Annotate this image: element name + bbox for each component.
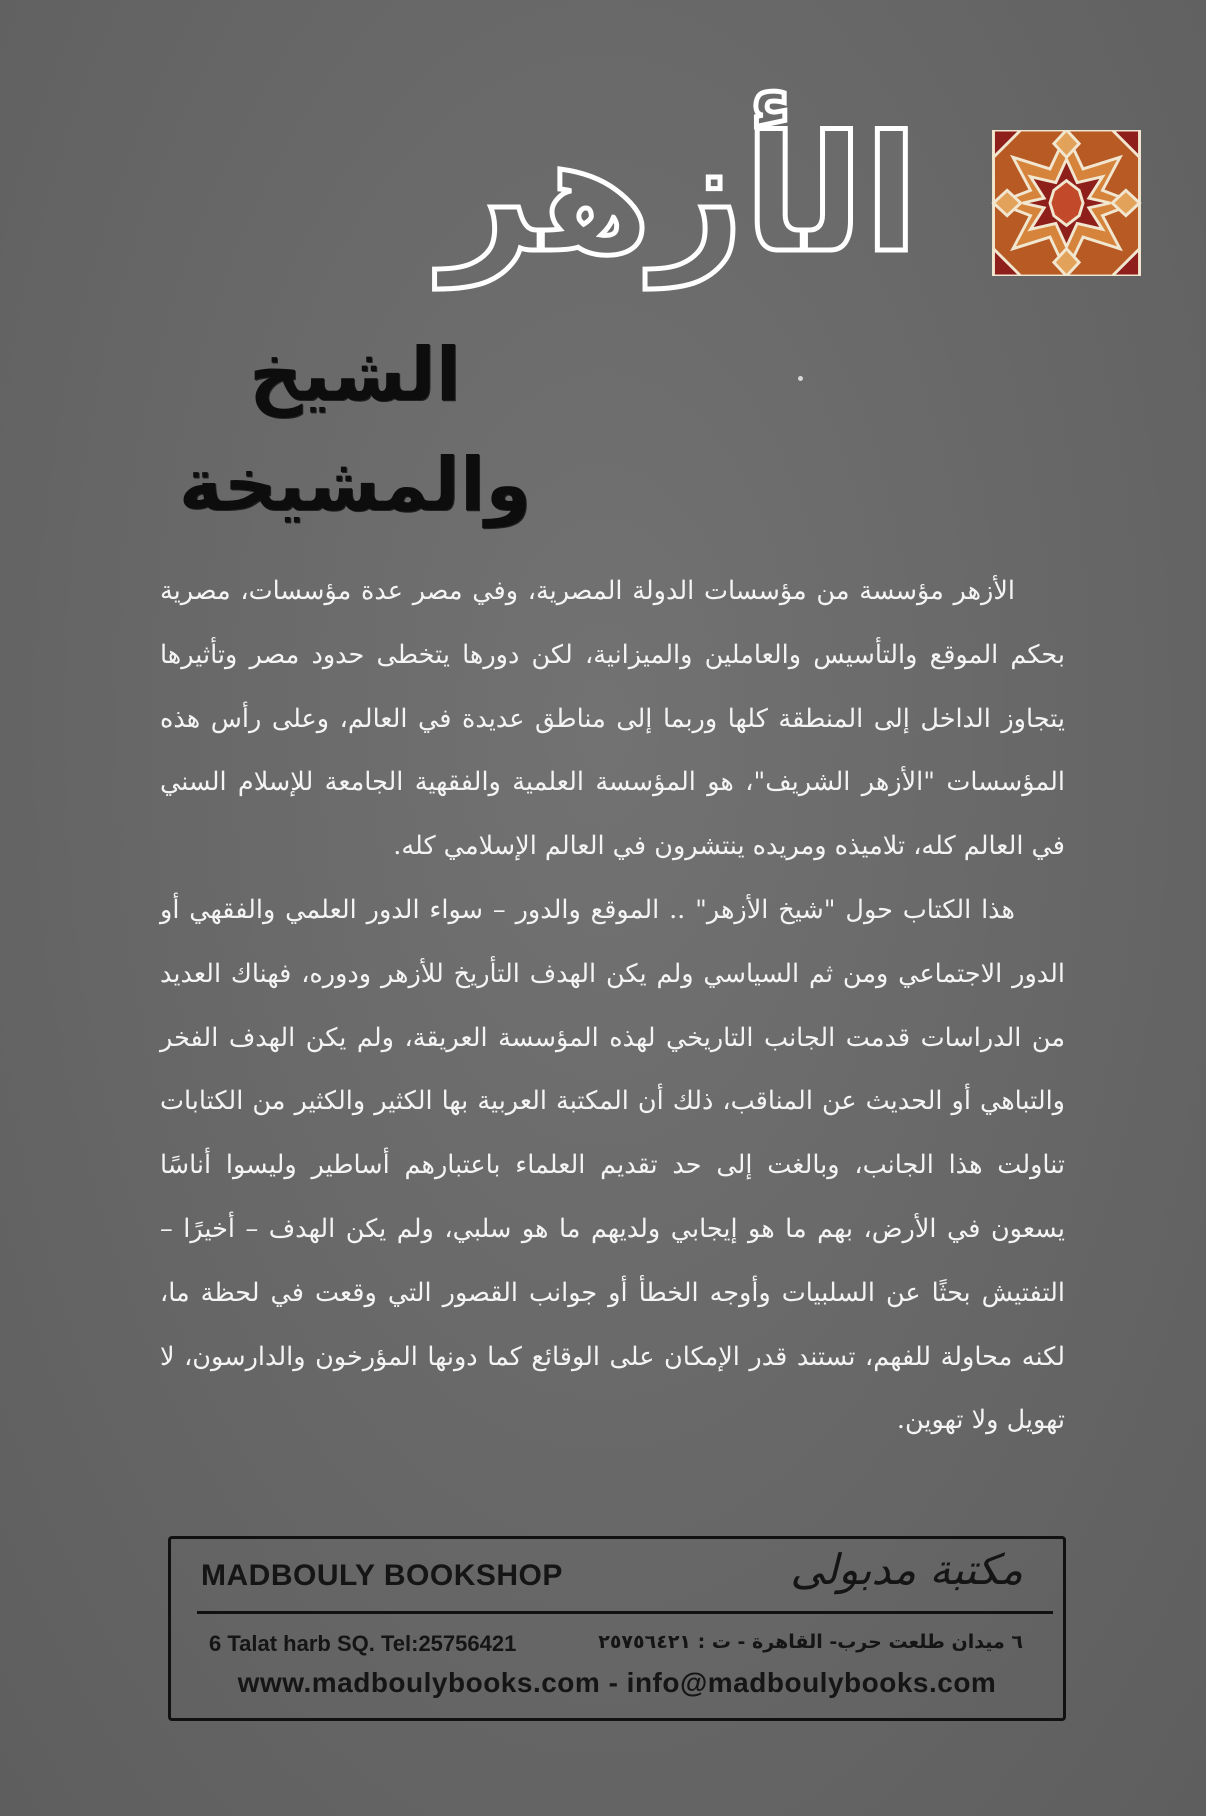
book-subtitle: الشيخ والمشيخة <box>178 332 532 528</box>
publisher-box <box>168 1536 1066 1721</box>
book-title: الأزهر <box>441 101 919 288</box>
back-cover-blurb <box>160 560 1065 1453</box>
speck-decoration <box>798 376 803 381</box>
publisher-name-en: MADBOULY BOOKSHOP <box>201 1559 563 1592</box>
blurb-paragraph: الأزهر مؤسسة من مؤسسات الدولة المصرية، وفي مصر عدة مؤسسات، مصرية بحكم الموقع والتأسيس والعاملين والميزانية، لكن دورها يتخطى حدود مصر وتأثيرها يتجاوز الداخل إلى المنطقة كلها وربما إلى مناطق عديدة في العالم، وعلى رأس هذه المؤسسات "الأزهر الشريف"، هو المؤسسة العلمية والفقهية الجامعة للإسلام السني في العالم كله، تلاميذه ومريده ينتشرون في العالم الإسلامي كله. <box>160 576 1065 862</box>
publisher-website: www.madboulybooks.com - info@madboulybooks.com <box>237 1667 997 1698</box>
publisher-name-ar: مكتبة مدبولى <box>790 1545 1023 1594</box>
publisher-address-en: 6 Talat harb SQ. Tel:25756421 <box>209 1631 517 1656</box>
publisher-divider <box>197 1611 1053 1614</box>
blurb-paragraph: هذا الكتاب حول "شيخ الأزهر" .. الموقع والدور – سواء الدور العلمي والفقهي أو الدور الاجتماعي ومن ثم السياسي ولم يكن الهدف التأريخ للأزهر ودوره، فهناك العديد من الدراسات قدمت الجانب التاريخي لهذه المؤسسة العريقة، ولم يكن الهدف الفخر والتباهي أو الحديث عن المناقب، ذلك أن المكتبة العربية بها الكثير والكثير من الكتابات تناولت هذا الجانب، وبالغت إلى حد تقديم العلماء باعتبارهم أساطير وليسوا أناسًا يسعون في الأرض، بهم ما هو إيجابي ولديهم ما هو سلبي، ولم يكن الهدف – أخيرًا – التفتيش بحثًا عن السلبيات وأوجه الخطأ أو جوانب القصور التي وقعت في لحظة ما، لكنه محاولة للفهم، تستند قدر الإمكان على الوقائع كما دونها المؤرخون والدارسون، لا تهويل ولا تهوين. <box>160 894 1065 1436</box>
publisher-address-ar: ٦ ميدان طلعت حرب- القاهرة - ت : ٢٥٧٥٦٤٢١ <box>598 1631 1023 1653</box>
islamic-star-tile-icon <box>991 130 1142 276</box>
